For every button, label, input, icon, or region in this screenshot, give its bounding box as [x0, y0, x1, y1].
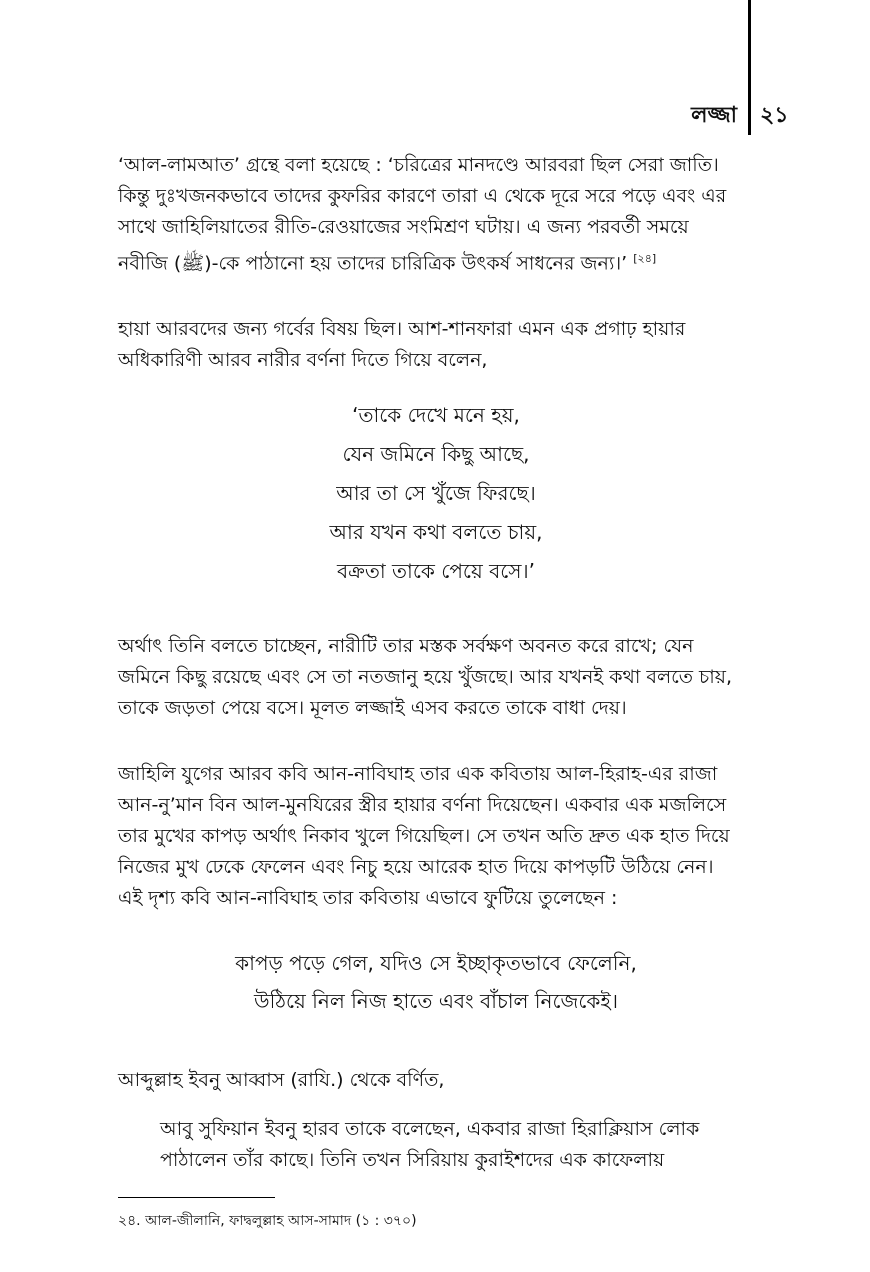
verse-line: বক্রতা তাকে পেয়ে বসে।’ [337, 559, 535, 583]
verse-line: উঠিয়ে নিল নিজ হাতে এবং বাঁচাল নিজেকেই। [254, 989, 618, 1013]
text-line: অধিকারিণী আরব নারীর বর্ণনা দিতে গিয়ে বলেন, [118, 349, 488, 371]
text-line: সাথে জাহিলিয়াতের রীতি-রেওয়াজের সংমিশ্রণ ঘটায়। এ জন্য পরবর্তী সময়ে [118, 216, 689, 238]
text-line: এই দৃশ্য কবি আন-নাবিঘাহ তার কবিতায় এভাবে ফুটিয়ে তুলেছেন : [118, 887, 618, 909]
verse-line: আর তা সে খুঁজে ফিরছে। [336, 481, 536, 505]
verse-line: কাপড় পড়ে গেল, যদিও সে ইচ্ছাকৃতভাবে ফেলেনি, [235, 951, 637, 975]
page-number: ২১ [760, 103, 789, 128]
text-line: কিন্তু দুঃখজনকভাবে তাদের কুফরির কারণে তারা এ থেকে দূরে সরে পড়ে এবং এর [118, 185, 727, 207]
header-vertical-rule [748, 0, 751, 135]
verse-line: ‘তাকে দেখে মনে হয়, [352, 403, 520, 427]
footnote-24: ২৪. আল-জীলানি, ফাদ্বলুল্লাহ আস-সামাদ (১ : ৩৭০) [118, 1213, 417, 1229]
verse-stanza-2 [118, 944, 754, 1020]
text-line: অর্থাৎ তিনি বলতে চাচ্ছেন, নারীটি তার মস্তক সর্বক্ষণ অবনত করে রাখে; যেন [118, 635, 694, 657]
text-line: তার মুখের কাপড় অর্থাৎ নিকাব খুলে গিয়েছিল। সে তখন অতি দ্রুত এক হাত দিয়ে [118, 825, 730, 847]
text-line: আন-নু’মান বিন আল-মুনযিরের স্ত্রীর হায়ার বর্ণনা দিয়েছেন। একবার এক মজলিসে [118, 794, 727, 816]
paragraph-4 [118, 759, 754, 914]
text-line: নবীজি (ﷺ)-কে পাঠানো হয় তাদের চারিত্রিক উৎকর্ষ সাধনের জন্য।’ [২৪] [118, 252, 657, 275]
running-title: লজ্জা [691, 103, 737, 128]
text-line: তাকে জড়তা পেয়ে বসে। মূলত লজ্জাই এসব করতে তাকে বাধা দেয়। [118, 697, 627, 719]
text-line: আবু সুফিয়ান ইবনু হারব তাকে বলেছেন, একবার রাজা হিরাক্লিয়াস লোক [160, 1118, 700, 1140]
footnote-reference[interactable]: [২৪] [633, 252, 657, 265]
text-line: জমিনে কিছু রয়েছে এবং সে তা নতজানু হয়ে খুঁজছে। আর যখনই কথা বলতে চায়, [118, 666, 733, 688]
verse-line: যেন জমিনে কিছু আছে, [342, 442, 530, 466]
text-line: আব্দুল্লাহ ইবনু আব্বাস (রাযি.) থেকে বর্ণিত, [118, 1069, 445, 1091]
paragraph-2 [118, 314, 754, 376]
paragraph-3 [118, 631, 754, 724]
block-quote [160, 1114, 754, 1176]
verse-stanza-1 [118, 396, 754, 591]
paragraph-1 [118, 150, 754, 279]
verse-line: আর যখন কথা বলতে চায়, [329, 520, 543, 544]
text-line: ‘আল-লামআত’ গ্রন্থে বলা হয়েছে : ‘চরিত্রের মানদণ্ডে আরবরা ছিল সেরা জাতি। [118, 154, 719, 176]
paragraph-5 [118, 1065, 754, 1096]
text-line: হায়া আরবদের জন্য গর্বের বিষয় ছিল। আশ-শানফারা এমন এক প্রগাঢ় হায়ার [118, 318, 686, 340]
text-line: পাঠালেন তাঁর কাছে। তিনি তখন সিরিয়ায় কুরাইশদের এক কাফেলায় [160, 1149, 665, 1171]
text-line: নিজের মুখ ঢেকে ফেলেন এবং নিচু হয়ে আরেক হাত দিয়ে কাপড়টি উঠিয়ে নেন। [118, 856, 714, 878]
footnote-separator [118, 1197, 275, 1198]
text-line: জাহিলি যুগের আরব কবি আন-নাবিঘাহ তার এক কবিতায় আল-হিরাহ-এর রাজা [118, 763, 718, 785]
